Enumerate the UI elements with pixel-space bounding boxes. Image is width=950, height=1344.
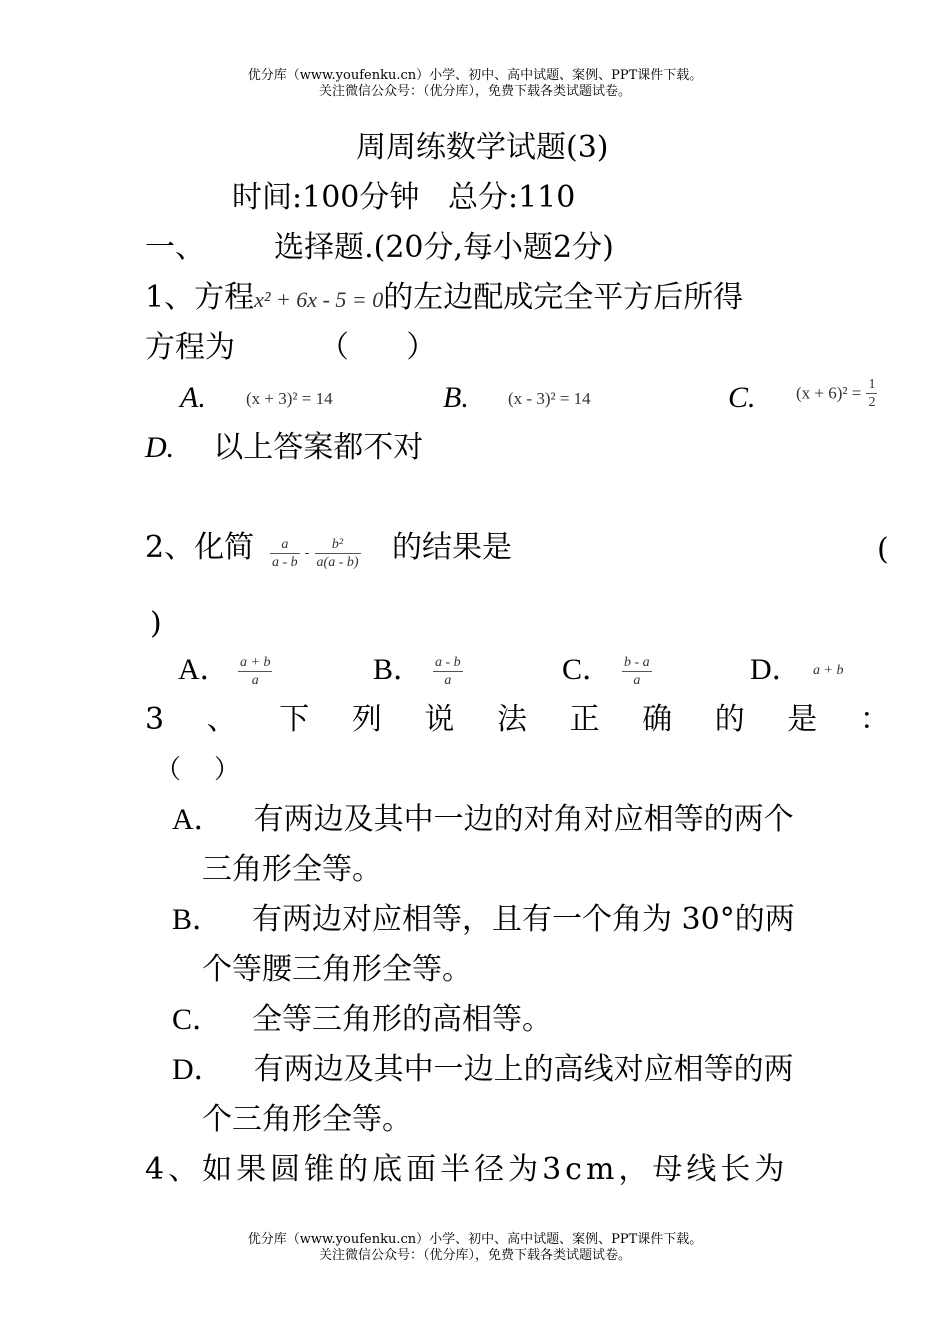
question-1: [145, 280, 743, 318]
q3-option-a-label: A．: [172, 803, 224, 836]
section-label: 选择题.(20分,每小题2分): [274, 230, 614, 265]
q2-fraction-1: [270, 536, 300, 571]
q1-suffix: 的左边配成完全平方后所得: [383, 280, 744, 315]
footer-line-1: 优分库（www.youfenku.cn）小学、初中、高中试题、案例、PPT课件下载。: [247, 1232, 703, 1247]
q2-expression: [270, 536, 361, 571]
q2-fraction-2: [315, 536, 361, 571]
q2-prefix: 2、化简: [145, 530, 255, 565]
q2-option-c-label: C．: [562, 653, 613, 686]
q3-char: 法: [496, 702, 527, 737]
q3-option-a-line1: 有两边及其中一边的对角对应相等的两个: [253, 802, 794, 837]
q3-option-b-line1: 有两边对应相等，且有一个角为 30°的两: [252, 902, 795, 937]
q3-option-d-label: D．: [172, 1053, 224, 1086]
q2-option-b-label: B．: [373, 653, 424, 686]
q3-char: 下: [279, 702, 310, 737]
q1-option-c-num: 1: [868, 377, 876, 392]
exam-info: 时间:100分钟 总分:110: [232, 180, 576, 215]
q3-char: 正: [569, 702, 600, 737]
q2-option-b[interactable]: [373, 652, 423, 688]
q2-f1-den: a - b: [272, 555, 298, 570]
q3-option-b[interactable]: [172, 902, 795, 938]
q2-option-a-fraction: [238, 654, 272, 689]
q2-option-a-den: a: [251, 673, 259, 688]
q1-option-c-text: (x + 6)² =: [796, 383, 862, 403]
q1-line-2: [145, 330, 436, 366]
q3-char: ：: [859, 702, 890, 737]
q1-option-a-text: (x + 3)² = 14: [246, 389, 333, 408]
q3-char: 、: [206, 702, 237, 737]
q1-option-b-label: B.: [443, 381, 469, 414]
q3-char: 的: [714, 702, 745, 737]
question-4: 4、如果圆锥的底面半径为3cm，母线长为: [145, 1152, 789, 1187]
q3-option-c-label: C．: [172, 1003, 223, 1036]
q2-suffix: 的结果是: [392, 530, 512, 565]
q1-option-a-label: A.: [180, 381, 206, 414]
page-footer: [0, 1232, 950, 1264]
q3-char: 列: [351, 702, 382, 737]
question-3: [145, 702, 890, 738]
q1-option-b-text: (x - 3)² = 14: [508, 389, 591, 408]
q3-paren: （ ）: [155, 755, 241, 785]
q1-option-c-den: 2: [868, 395, 876, 410]
q2-option-d-text: a + b: [813, 663, 844, 678]
q2-option-d-label: D．: [750, 653, 802, 686]
q3-option-c[interactable]: [172, 1002, 552, 1038]
q2-option-b-num: a - b: [435, 655, 461, 670]
q2-paren-open: (: [877, 532, 889, 567]
header-line-2: 关注微信公众号：（优分库），免费下载各类试题试卷。: [318, 84, 631, 99]
q2-option-d[interactable]: [750, 652, 802, 688]
q2-option-b-fraction: [433, 654, 463, 689]
q2-option-c-num: b - a: [624, 655, 650, 670]
q3-option-c-line1: 全等三角形的高相等。: [252, 1002, 553, 1037]
section-heading: [145, 230, 614, 266]
q1-option-d[interactable]: [145, 430, 423, 466]
q1-option-c-fraction: [866, 376, 877, 411]
q3-option-a-line2: 三角形全等。: [202, 852, 382, 887]
q3-option-d[interactable]: [172, 1052, 794, 1088]
q3-char: 3: [145, 702, 165, 737]
q1-option-d-label: D.: [145, 431, 175, 464]
q2-f2-num: b²: [315, 536, 361, 554]
q1-option-a[interactable]: [180, 380, 206, 416]
q2-option-a[interactable]: [178, 652, 230, 688]
q3-option-b-label: B．: [172, 903, 223, 936]
q2-option-a-num: a + b: [240, 655, 271, 670]
header-line-1: 优分库（www.youfenku.cn）小学、初中、高中试题、案例、PPT课件下载。: [247, 68, 703, 83]
q3-option-b-line2: 个等腰三角形全等。: [202, 952, 472, 987]
question-2: [145, 530, 254, 566]
q3-char: 说: [424, 702, 455, 737]
q2-option-c-fraction: [622, 654, 652, 689]
q2-option-a-label: A．: [178, 653, 230, 686]
page-title: 周周练数学试题(3): [356, 130, 609, 165]
q3-char: 是: [787, 702, 818, 737]
q2-minus: -: [304, 545, 310, 561]
q1-option-c-expr: [796, 376, 877, 411]
q1-option-c[interactable]: [728, 380, 756, 416]
q3-option-d-line1: 有两边及其中一边上的高线对应相等的两: [253, 1052, 794, 1087]
q2-f2-den: a(a - b): [316, 555, 359, 570]
page-header: [0, 68, 950, 100]
q1-prefix: 1、方程: [145, 280, 255, 315]
q1-line2-text: 方程为: [145, 330, 235, 365]
section-number: 一、: [145, 230, 205, 265]
q3-char: 确: [642, 702, 673, 737]
footer-line-2: 关注微信公众号：（优分库），免费下载各类试题试卷。: [318, 1248, 631, 1263]
q1-option-d-text: 以上答案都不对: [213, 430, 424, 465]
q2-option-c-den: a: [633, 673, 641, 688]
q2-paren-close: ): [150, 606, 162, 641]
q3-option-a[interactable]: [172, 802, 794, 838]
q1-paren: （ ）: [319, 330, 437, 365]
q3-option-d-line2: 个三角形全等。: [202, 1102, 412, 1137]
q2-option-c[interactable]: [562, 652, 612, 688]
q1-option-c-label: C.: [728, 381, 756, 414]
q1-option-b[interactable]: [443, 380, 469, 416]
q2-f1-num: a: [270, 536, 300, 554]
q2-option-b-den: a: [444, 673, 452, 688]
q1-equation: x² + 6x - 5 = 0: [254, 287, 384, 312]
